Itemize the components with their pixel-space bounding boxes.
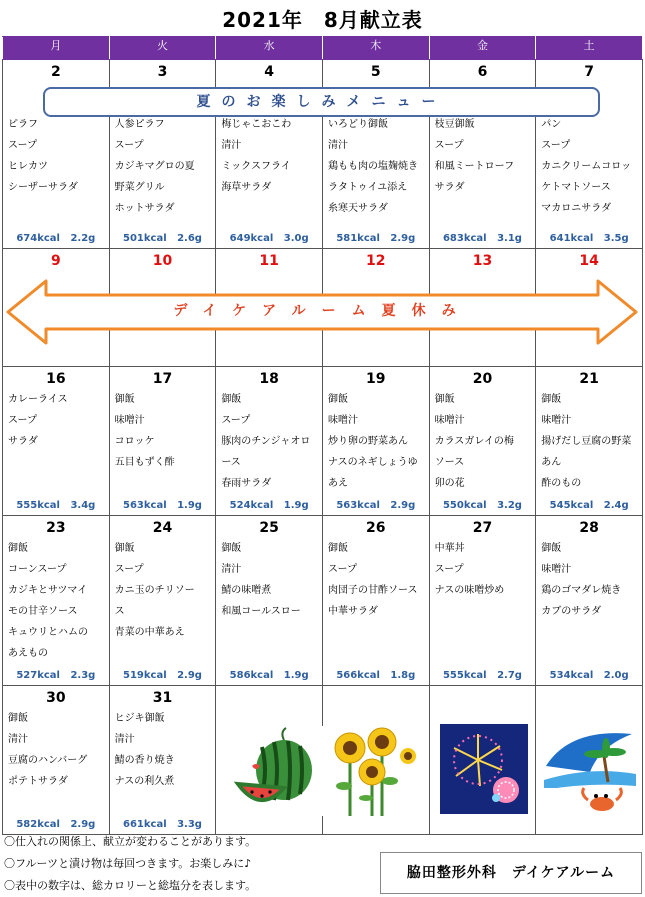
calorie-value: 555kcal [442,670,487,681]
calendar-week-row [3,516,643,686]
menu-item: コーンスープ [8,564,67,575]
calendar-cell [109,367,216,516]
calorie-value: 527kcal [16,670,60,681]
menu-item: ナスのネギしょうゆ [327,457,418,468]
calorie-value: 563kcal [336,500,380,511]
menu-item: 海草サラダ [221,182,272,193]
day-number: 25 [259,520,279,536]
note-2: 〇フルーツと漬け物は毎回つきます。お楽しみに♪ [4,857,252,870]
weekday-header-row [3,37,643,60]
menu-item: 梅じゃこおこわ [221,119,292,130]
menu-items [110,389,216,473]
holiday-banner-text: デイケアルーム夏休み [173,303,472,319]
menu-items [3,538,109,664]
menu-item: 枝豆御飯 [434,119,475,130]
day-number: 12 [366,253,386,269]
calorie-value: 586kcal [229,670,274,681]
menu-item: スープ [8,415,37,426]
salt-value: 2.2g [70,233,96,244]
salt-value: 1.9g [177,500,202,511]
calorie-value: 683kcal [442,233,487,244]
calorie-value: 524kcal [229,500,274,511]
menu-item: 中華丼 [434,543,465,554]
weekday-mon: 月 [3,37,110,60]
calendar-cell-content [110,516,216,685]
menu-item: 清汁 [8,734,28,745]
nutrition-info [536,233,642,244]
menu-item: 豆腐のハンバーグ [8,755,88,766]
calendar-cell-content [536,516,642,685]
menu-item: 肉団子の甘酢ソース [327,585,418,596]
menu-item: ス [114,606,125,617]
clinic-name: 脇田整形外科 デイケアルーム [380,852,642,894]
calendar-week-row [3,367,643,516]
calorie-value: 582kcal [16,819,60,830]
calendar-cell-content [536,367,642,515]
menu-item: 酢のもの [541,478,582,489]
salt-value: 3.4g [70,500,96,511]
menu-item: ラタトゥイユ添え [327,182,408,193]
menu-item: ヒレカツ [8,161,48,172]
menu-item: 青菜の中華あえ [114,627,185,638]
calendar-cell-content [430,367,536,515]
calorie-value: 501kcal [123,233,167,244]
calorie-value: 581kcal [336,233,380,244]
calendar-cell [3,516,110,686]
nutrition-info [216,670,322,681]
menu-item: 味噌汁 [541,415,572,426]
nutrition-info [3,233,109,244]
salt-value: 1.9g [283,500,309,511]
salt-value: 1.9g [283,670,309,681]
menu-item: マカロニサラダ [541,203,612,214]
day-number: 11 [259,253,279,269]
menu-items [3,114,109,198]
calendar-cell [216,367,323,516]
menu-item: 御飯 [8,713,28,724]
day-number: 20 [472,371,493,387]
salt-value: 2.9g [70,819,96,830]
menu-items [3,389,109,452]
salt-value: 2.4g [603,500,629,511]
weekday-sat: 土 [536,37,643,60]
day-number: 27 [472,520,493,536]
menu-calendar [2,36,643,835]
calendar-cell [429,367,536,516]
menu-item: カブのサラダ [541,606,602,617]
calendar-cell-content [3,516,109,685]
nutrition-info [430,670,536,681]
nutrition-info [110,670,216,681]
nutrition-info [110,819,216,830]
salt-value: 3.0g [283,233,309,244]
menu-item: 鯖の味噌煮 [221,585,272,596]
calendar-cell [322,516,429,686]
menu-item: 人参ピラフ [114,119,165,130]
weekday-wed: 水 [216,37,323,60]
calendar-cell-content [3,686,109,834]
menu-item: スープ [327,564,357,575]
menu-items [3,708,109,792]
menu-item: 味噌汁 [327,415,358,426]
menu-items [216,389,322,494]
day-number: 2 [50,64,61,80]
menu-item: スープ [8,140,37,151]
menu-item: 清汁 [327,140,348,151]
menu-item: 卯の花 [434,478,465,489]
menu-items [323,389,429,494]
calendar-cell-content [110,686,216,834]
menu-item: ヒジキ御飯 [114,713,165,724]
menu-item: ナスの利久煮 [114,776,175,787]
day-number: 4 [264,64,275,80]
menu-item: サラダ [434,182,465,193]
calendar-cell-content [430,516,536,685]
salt-value: 2.9g [390,233,416,244]
menu-item: ソース [434,457,465,468]
calorie-value: 534kcal [549,670,594,681]
menu-item: 清汁 [221,564,242,575]
menu-items [536,389,642,494]
menu-item: 御飯 [327,543,348,554]
salt-value: 3.2g [497,500,522,511]
menu-item: 御飯 [327,394,348,405]
menu-item: モの甘辛ソース [8,606,78,617]
menu-item: 味噌汁 [541,564,572,575]
salt-value: 2.9g [177,670,202,681]
menu-item: 清汁 [221,140,242,151]
calorie-value: 563kcal [123,500,167,511]
salt-value: 2.9g [390,500,416,511]
menu-item: 鶏のゴマダレ焼き [541,585,622,596]
weekday-thu: 木 [322,37,429,60]
day-number: 24 [152,520,173,536]
salt-value: 2.0g [603,670,629,681]
menu-items [536,114,642,219]
note-3: 〇表中の数字は、総カロリーと総塩分を表します。 [4,879,257,892]
nutrition-info [430,500,536,511]
menu-item: 味噌汁 [434,415,465,426]
nutrition-info [3,819,109,830]
calendar-cell-content [216,516,322,685]
day-number: 18 [259,371,279,387]
calendar-cell [322,367,429,516]
nutrition-info [536,500,642,511]
salt-value: 3.1g [497,233,522,244]
menu-item: 清汁 [114,734,135,745]
menu-items [430,389,536,494]
calorie-value: 550kcal [442,500,487,511]
menu-item: 御飯 [221,394,242,405]
salt-value: 1.8g [390,670,416,681]
menu-item: いろどり御飯 [327,119,388,130]
calorie-value: 674kcal [16,233,60,244]
menu-item: 豚肉のチンジャオロ [221,436,311,447]
salt-value: 3.5g [603,233,629,244]
menu-item: カレーライス [8,394,68,405]
menu-items [216,114,322,198]
calendar-cell [536,367,643,516]
nutrition-info [3,500,109,511]
menu-item: 御飯 [541,394,562,405]
salt-value: 2.7g [497,670,522,681]
calendar-cell [216,516,323,686]
summer-menu-banner: 夏のお楽しみメニュー [43,87,600,117]
calendar-cell [109,516,216,686]
menu-items [430,538,536,601]
menu-item: 御飯 [434,394,455,405]
menu-item: 春雨サラダ [221,478,272,489]
menu-item: 味噌汁 [114,415,145,426]
menu-items [110,708,216,792]
day-number: 28 [579,520,599,536]
day-number: 30 [46,690,66,706]
calorie-value: 649kcal [229,233,274,244]
nutrition-info [110,233,216,244]
calendar-cell-content [216,367,322,515]
day-number: 3 [157,64,168,80]
menu-item: 御飯 [114,394,135,405]
note-1: 〇仕入れの関係上、献立が変わることがあります。 [4,835,257,848]
menu-item: あえ [327,478,348,489]
menu-item: 炒り卵の野菜あん [327,436,408,447]
calendar-cell [536,516,643,686]
calendar-cell-content [323,516,429,685]
menu-item: 糸寒天サラダ [327,203,388,214]
menu-item: ミックスフライ [221,161,291,172]
menu-item: 和風ミートローフ [434,161,515,172]
menu-item: カジキとサツマイ [8,585,88,596]
day-number: 17 [152,371,173,387]
menu-item: スープ [541,140,571,151]
nutrition-info [323,233,429,244]
menu-item: 野菜グリル [114,182,165,193]
menu-item: ケトマトソース [541,182,611,193]
weekday-fri: 金 [429,37,536,60]
day-number: 23 [46,520,66,536]
day-number: 16 [46,371,66,387]
nutrition-info [216,233,322,244]
calendar-cell-content [323,367,429,515]
day-number: 5 [370,64,381,80]
calorie-value: 641kcal [549,233,594,244]
nutrition-info [110,500,216,511]
menu-item: 御飯 [114,543,135,554]
day-number: 31 [152,690,173,706]
calorie-value: 661kcal [123,819,167,830]
menu-item: キュウリとハムの [8,627,88,638]
menu-item: スープ [434,564,464,575]
day-number: 13 [472,253,493,269]
nutrition-info [430,233,536,244]
menu-item: あえもの [8,648,48,659]
menu-item: あん [541,457,562,468]
calorie-value: 566kcal [336,670,380,681]
menu-item: スープ [114,140,144,151]
weekday-tue: 火 [109,37,216,60]
salt-value: 2.3g [70,670,96,681]
menu-item: カジキマグロの夏 [114,161,195,172]
menu-item: 揚げだし豆腐の野菜 [541,436,632,447]
fireworks-icon [440,724,528,814]
day-number: 10 [152,253,173,269]
menu-item: ホットサラダ [114,203,175,214]
calorie-value: 519kcal [123,670,167,681]
menu-items [110,114,216,219]
menu-item: 御飯 [221,543,242,554]
calendar-cell-content [110,367,216,515]
nutrition-info [323,500,429,511]
calendar-cell [3,367,110,516]
nutrition-info [536,670,642,681]
calendar-cell [3,686,110,835]
beach-crab-icon [540,726,638,816]
salt-value: 2.6g [177,233,202,244]
menu-item: シーザーサラダ [8,182,78,193]
nutrition-info [3,670,109,681]
calendar-cell [109,686,216,835]
menu-item: 五目もずく酢 [114,457,175,468]
menu-items [323,538,429,622]
page-title: 2021年 8月献立表 [222,8,423,32]
menu-item: ース [221,457,241,468]
sunflower-icon [322,726,424,816]
menu-item: 鯖の香り焼き [114,755,175,766]
menu-item: 中華サラダ [327,606,378,617]
day-number: 19 [366,371,386,387]
day-number: 9 [50,253,61,269]
menu-items [110,538,216,643]
menu-items [216,538,322,622]
menu-items [323,114,429,219]
menu-item: 和風コールスロー [221,606,301,617]
menu-item: サラダ [8,436,38,447]
calendar-cell [429,516,536,686]
footer-notes [4,831,256,897]
menu-item: スープ [114,564,144,575]
day-number: 21 [579,371,599,387]
menu-item: カラスガレイの梅 [434,436,514,447]
menu-items [536,538,642,622]
day-number: 6 [477,64,488,80]
menu-item: カニ玉のチリソー [114,585,195,596]
menu-items [430,114,536,198]
menu-item: ポテトサラダ [8,776,68,787]
day-number: 26 [366,520,386,536]
menu-item: 鶏もも肉の塩麹焼き [327,161,418,172]
menu-item: ピラフ [8,119,38,130]
calorie-value: 545kcal [549,500,594,511]
menu-item: パン [541,119,562,130]
menu-item: スープ [434,140,464,151]
menu-item: コロッケ [114,436,155,447]
nutrition-info [323,670,429,681]
calorie-value: 555kcal [16,500,60,511]
menu-item: 御飯 [541,543,562,554]
menu-item: カニクリームコロッ [541,161,632,172]
menu-item: ナスの味噌炒め [434,585,505,596]
calendar-cell-content [3,367,109,515]
day-number: 7 [584,64,595,80]
salt-value: 3.3g [177,819,202,830]
menu-item: 御飯 [8,543,28,554]
nutrition-info [216,500,322,511]
watermelon-icon [232,722,317,814]
day-number: 14 [579,253,599,269]
menu-item: スープ [221,415,251,426]
